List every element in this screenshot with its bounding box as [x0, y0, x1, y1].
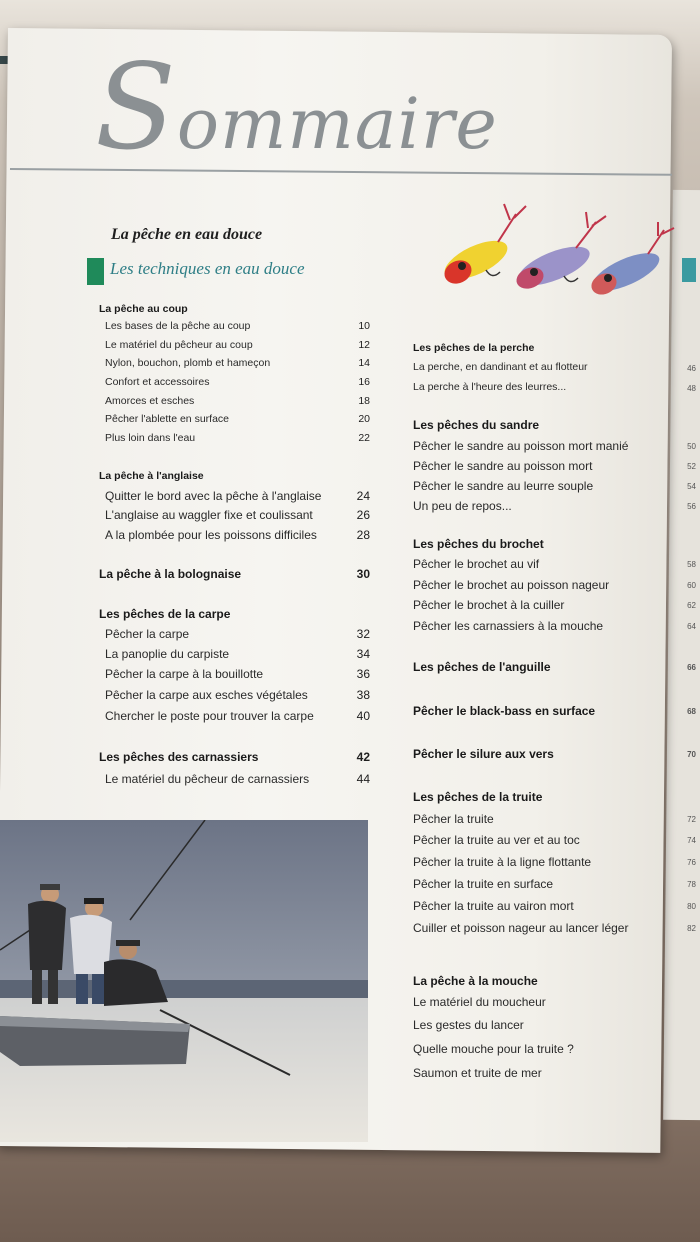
toc-page-number: 30	[356, 567, 370, 581]
toc-page-number: 20	[358, 413, 370, 425]
toc-entry-a-la-plombee-pour-les-poissons-difficile: A la plombée pour les poissons difficiles	[105, 528, 317, 542]
toc-page-number: 78	[687, 880, 696, 889]
toc-page-number: 28	[356, 528, 370, 542]
toc-entry-amorces-et-esches: Amorces et esches	[105, 395, 195, 407]
toc-page-number: 80	[687, 902, 696, 911]
toc-entry-la-perche-en-dandinant-et-au-flotteur: La perche, en dandinant et au flotteur	[413, 361, 588, 373]
toc-entry-pecher-le-brochet-au-poisson-nageur: Pêcher le brochet au poisson nageur	[413, 578, 610, 592]
toc-heading-les-peches-de-la-perche: Les pêches de la perche	[413, 342, 535, 354]
toc-entry-pecher-le-brochet-au-vif: Pêcher le brochet au vif	[413, 557, 540, 571]
toc-entry-pecher-la-truite: Pêcher la truite	[413, 812, 494, 826]
toc-entry-le-materiel-du-pecheur-au-coup: Le matériel du pêcheur au coup	[105, 339, 253, 351]
toc-heading-la-peche-au-coup: La pêche au coup	[99, 303, 188, 315]
toc-page-number: 54	[687, 482, 696, 491]
toc-page-number: 18	[358, 395, 370, 407]
toc-page-number: 24	[356, 489, 370, 503]
toc-entry-confort-et-accessoires: Confort et accessoires	[105, 376, 210, 388]
toc-heading-pecher-le-black-bass-en-surface: Pêcher le black-bass en surface	[413, 704, 596, 718]
lure-purple	[513, 212, 606, 293]
toc-entry-pecher-la-carpe-aux-esches-vegetales: Pêcher la carpe aux esches végétales	[105, 688, 308, 702]
toc-entry-pecher-le-sandre-au-poisson-mort-manie: Pêcher le sandre au poisson mort manié	[413, 439, 629, 453]
page-title: Sommaire	[95, 38, 498, 176]
toc-page-number: 34	[356, 647, 370, 661]
toc-page-number: 44	[356, 772, 370, 786]
toc-entry-la-perche-a-l-heure-des-leurres: La perche à l'heure des leurres...	[413, 381, 567, 393]
toc-heading-la-peche-a-la-bolognaise: La pêche à la bolognaise	[99, 567, 242, 581]
toc-entry-le-materiel-du-pecheur-de-carnassiers: Le matériel du pêcheur de carnassiers	[105, 772, 310, 786]
toc-entry-pecher-la-truite-au-vairon-mort: Pêcher la truite au vairon mort	[413, 899, 574, 913]
toc-page-number: 74	[687, 836, 696, 845]
toc-page-number: 52	[687, 462, 696, 471]
toc-page-number: 48	[687, 384, 696, 393]
toc-page-number: 36	[356, 667, 370, 681]
toc-page-number: 76	[687, 858, 696, 867]
toc-entry-le-materiel-du-moucheur: Le matériel du moucheur	[413, 995, 546, 1009]
toc-entry-quitter-le-bord-avec-la-peche-a-l-anglai: Quitter le bord avec la pêche à l'anglaise	[105, 489, 322, 503]
toc-page-number: 72	[687, 815, 696, 824]
toc-heading-les-peches-de-l-anguille: Les pêches de l'anguille	[413, 660, 551, 674]
toc-page-number: 66	[687, 663, 696, 672]
toc-entry-la-panoplie-du-carpiste: La panoplie du carpiste	[105, 647, 230, 661]
section-subtitle: Les techniques en eau douce	[110, 259, 305, 278]
anglers-boat-photo	[0, 820, 368, 1142]
toc-page-number: 58	[687, 560, 696, 569]
toc-page-number: 42	[356, 750, 370, 764]
toc-page-number: 82	[687, 924, 696, 933]
toc-heading-les-peches-du-brochet: Les pêches du brochet	[413, 537, 544, 551]
toc-entry-pecher-les-carnassiers-a-la-mouche: Pêcher les carnassiers à la mouche	[413, 619, 604, 633]
toc-page-number: 62	[687, 601, 696, 610]
lure-yellow	[439, 204, 526, 288]
toc-heading-les-peches-de-la-carpe: Les pêches de la carpe	[99, 607, 231, 621]
toc-page-number: 40	[356, 709, 370, 723]
toc-entry-les-bases-de-la-peche-au-coup: Les bases de la pêche au coup	[105, 320, 251, 332]
toc-entry-un-peu-de-repos: Un peu de repos...	[413, 499, 512, 513]
toc-entry-pecher-la-truite-en-surface: Pêcher la truite en surface	[413, 877, 554, 891]
toc-page-number: 22	[358, 432, 370, 444]
toc-entry-quelle-mouche-pour-la-truite: Quelle mouche pour la truite ?	[413, 1042, 574, 1056]
next-page-color-tab	[682, 258, 696, 282]
toc-entry-pecher-le-sandre-au-leurre-souple: Pêcher le sandre au leurre souple	[413, 479, 594, 493]
toc-page-number: 12	[358, 339, 370, 351]
toc-entry-cuiller-et-poisson-nageur-au-lancer-lege: Cuiller et poisson nageur au lancer léger	[413, 921, 629, 935]
toc-page-number: 10	[358, 320, 370, 332]
toc-entry-l-anglaise-au-waggler-fixe-et-coulissant: L'anglaise au waggler fixe et coulissant	[105, 508, 313, 522]
toc-page-number: 56	[687, 502, 696, 511]
section-title: La pêche en eau douce	[111, 226, 263, 243]
section-marker	[87, 258, 104, 285]
toc-entry-pecher-la-truite-au-ver-et-au-toc: Pêcher la truite au ver et au toc	[413, 833, 580, 847]
toc-entry-pecher-l-ablette-en-surface: Pêcher l'ablette en surface	[105, 413, 229, 425]
toc-page-number: 46	[687, 364, 696, 373]
fishing-lures-illustration	[436, 198, 676, 308]
toc-page-number: 38	[356, 688, 370, 702]
toc-entry-pecher-la-carpe: Pêcher la carpe	[105, 627, 190, 641]
toc-heading-les-peches-de-la-truite: Les pêches de la truite	[413, 790, 543, 804]
toc-heading-la-peche-a-la-mouche: La pêche à la mouche	[413, 974, 538, 988]
toc-page-number: 60	[687, 581, 696, 590]
toc-heading-les-peches-du-sandre: Les pêches du sandre	[413, 418, 540, 432]
toc-heading-la-peche-a-l-anglaise: La pêche à l'anglaise	[99, 470, 204, 482]
toc-entry-nylon-bouchon-plomb-et-hamecon: Nylon, bouchon, plomb et hameçon	[105, 357, 271, 369]
toc-page-number: 64	[687, 622, 696, 631]
toc-page-number: 32	[356, 627, 370, 641]
toc-page-number: 50	[687, 442, 696, 451]
toc-entry-pecher-la-carpe-a-la-bouillotte: Pêcher la carpe à la bouillotte	[105, 667, 264, 681]
toc-page-number: 14	[358, 357, 370, 369]
toc-entry-saumon-et-truite-de-mer: Saumon et truite de mer	[413, 1066, 542, 1080]
toc-page-number: 26	[356, 508, 370, 522]
toc-page-number: 68	[687, 707, 696, 716]
toc-page-number: 16	[358, 376, 370, 388]
toc-heading-pecher-le-silure-aux-vers: Pêcher le silure aux vers	[413, 747, 554, 761]
toc-entry-pecher-le-sandre-au-poisson-mort: Pêcher le sandre au poisson mort	[413, 459, 593, 473]
toc-entry-pecher-le-brochet-a-la-cuiller: Pêcher le brochet à la cuiller	[413, 598, 565, 612]
lure-blue	[588, 222, 674, 299]
toc-entry-les-gestes-du-lancer: Les gestes du lancer	[413, 1018, 524, 1032]
toc-entry-chercher-le-poste-pour-trouver-la-carpe: Chercher le poste pour trouver la carpe	[105, 709, 314, 723]
toc-entry-pecher-la-truite-a-la-ligne-flottante: Pêcher la truite à la ligne flottante	[413, 855, 592, 869]
toc-page-number: 70	[687, 750, 696, 759]
toc-entry-plus-loin-dans-l-eau: Plus loin dans l'eau	[105, 432, 196, 444]
toc-heading-les-peches-des-carnassiers: Les pêches des carnassiers	[99, 750, 259, 764]
